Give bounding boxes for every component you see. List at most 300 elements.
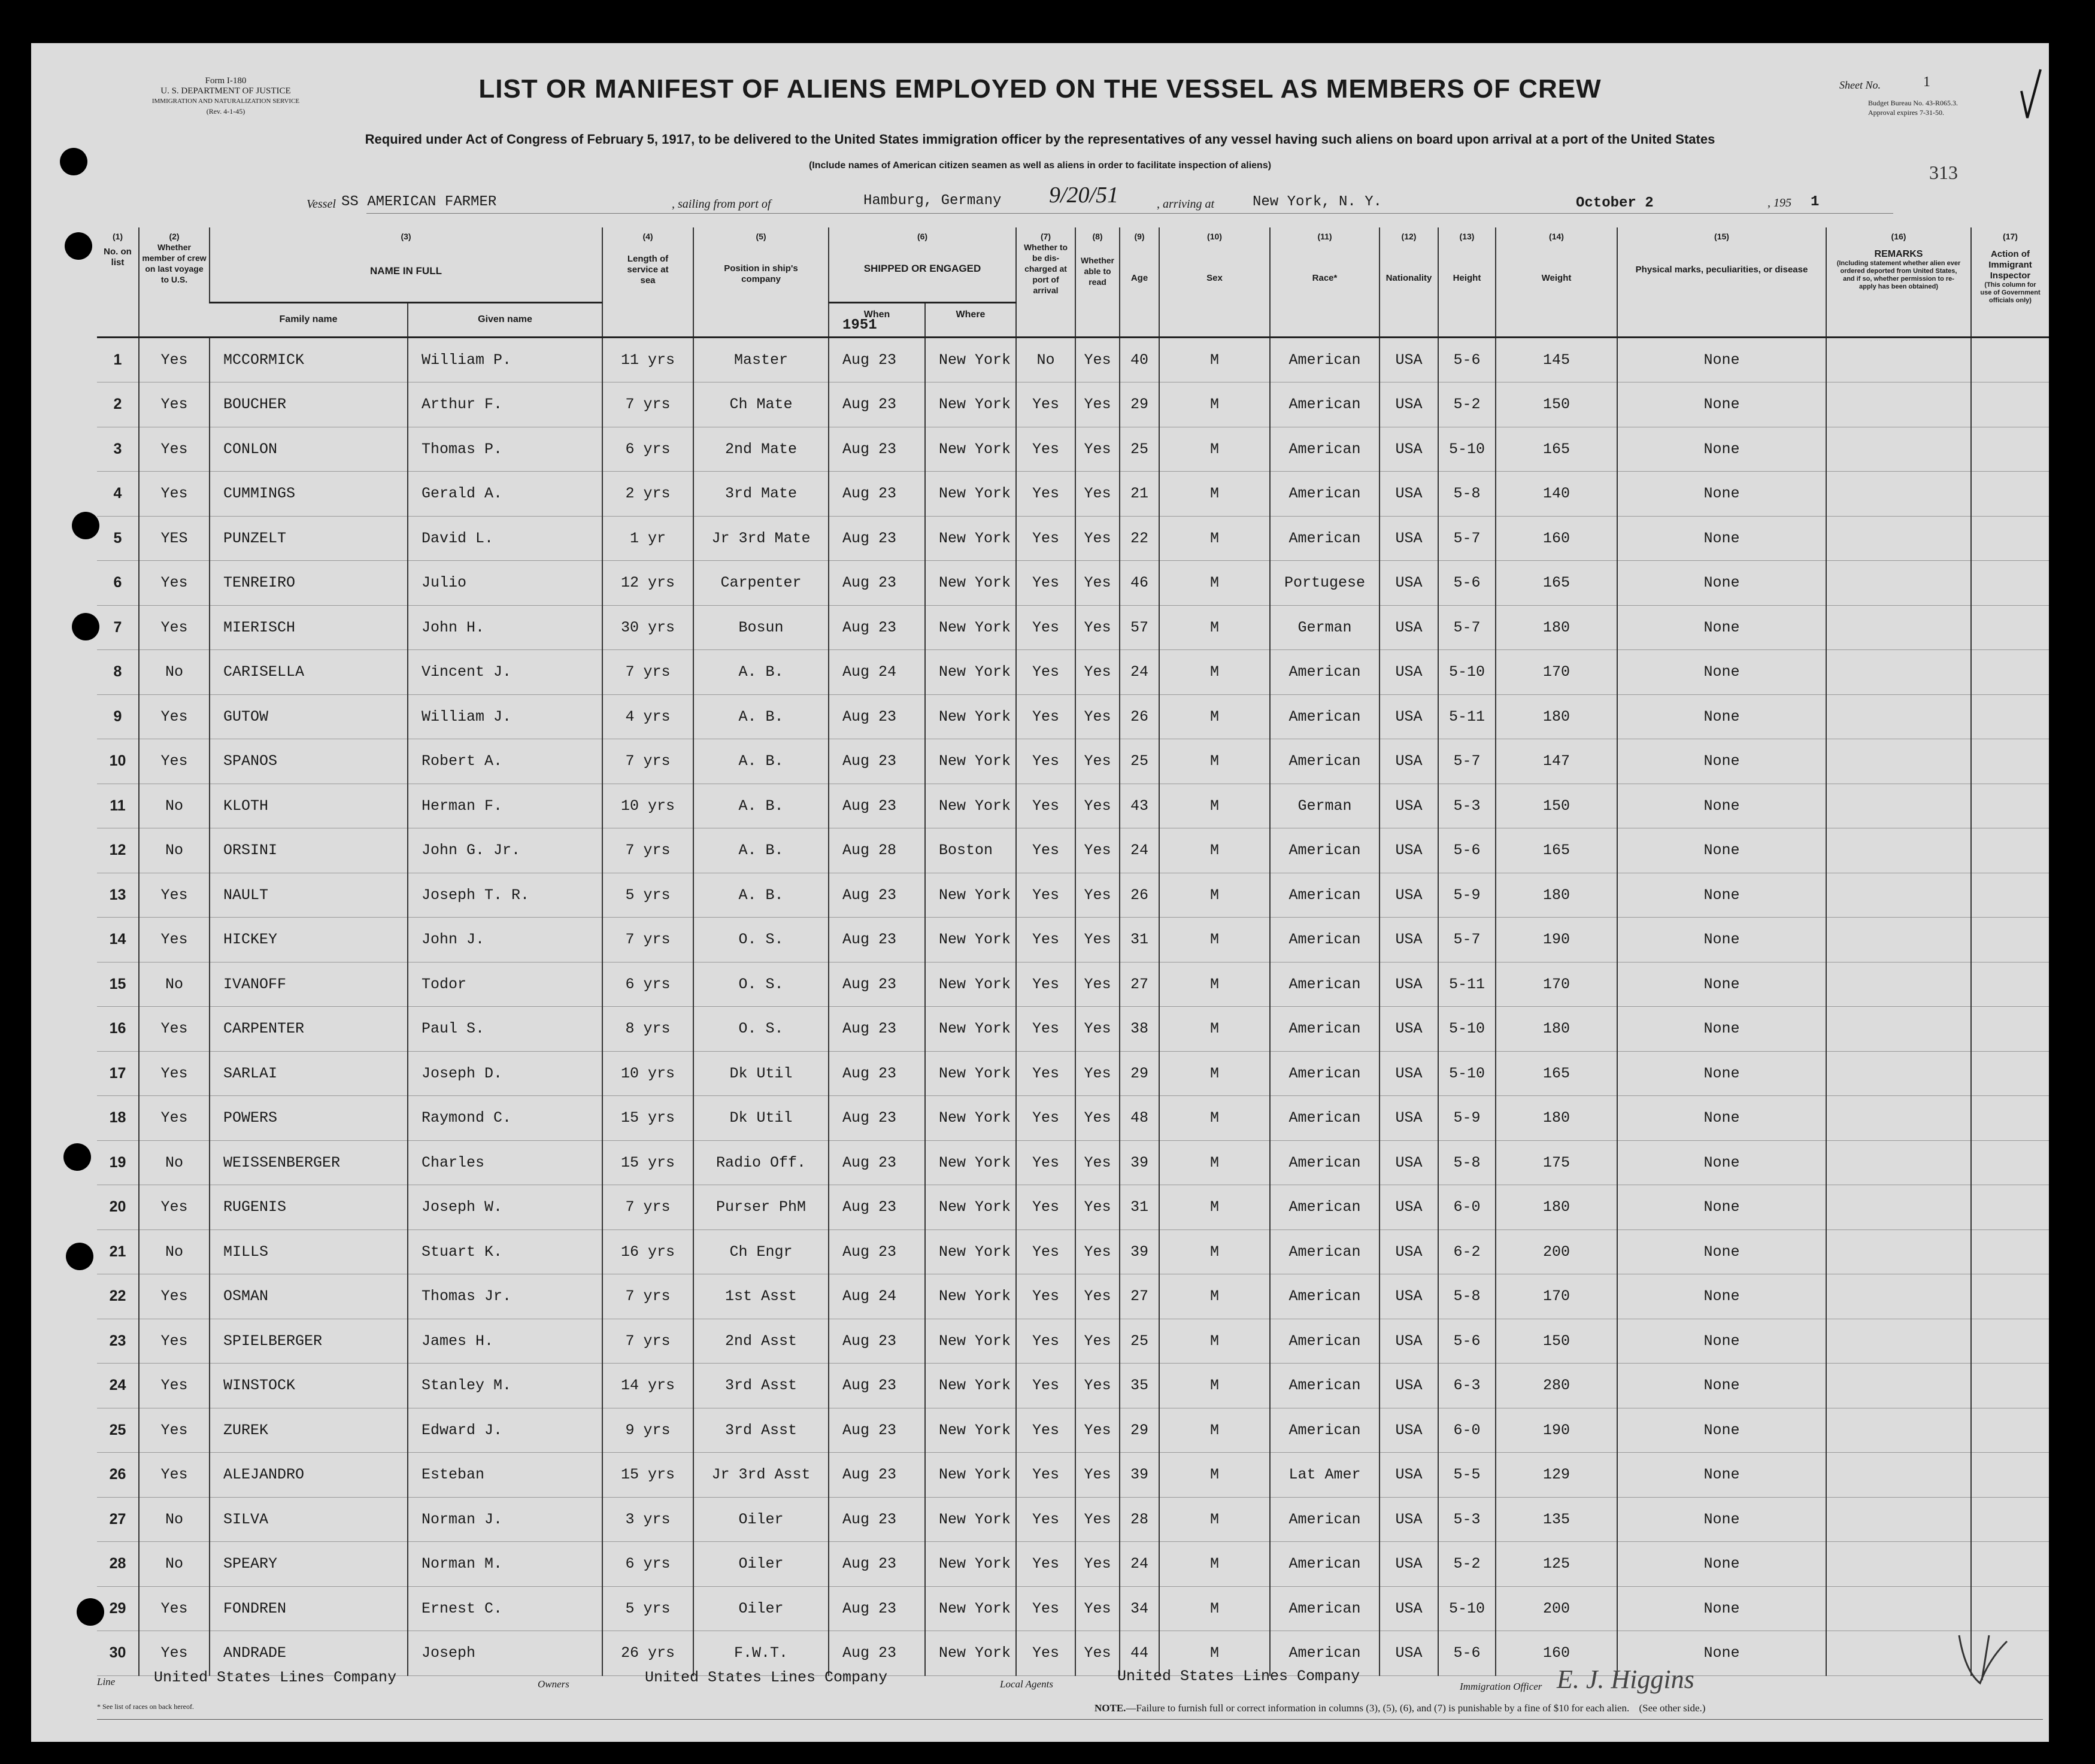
cell-sex: M: [1159, 962, 1270, 1007]
arrival-date: October 2: [1576, 195, 1654, 211]
line-value: United States Lines Company: [154, 1669, 397, 1686]
table-row: [97, 694, 2049, 739]
cell-nationality: USA: [1380, 1542, 1438, 1587]
cell-read: Yes: [1075, 1497, 1120, 1542]
cell-race: American: [1270, 1631, 1380, 1676]
punch-hole: [66, 1243, 93, 1270]
cell-remarks: [1826, 382, 1971, 427]
cell-marks: None: [1617, 650, 1826, 695]
cell-when: Aug 23: [829, 1229, 925, 1274]
cell-height: 5-6: [1438, 1631, 1496, 1676]
cell-discharged: Yes: [1016, 1631, 1075, 1676]
cell-weight: 147: [1496, 739, 1617, 784]
cell-marks: None: [1617, 1453, 1826, 1498]
cell-action: [1971, 1408, 2049, 1453]
cell-no: 2: [97, 382, 139, 427]
cell-nationality: USA: [1380, 337, 1438, 382]
cell-no: 18: [97, 1096, 139, 1141]
cell-race: American: [1270, 828, 1380, 873]
cell-sex: M: [1159, 918, 1270, 963]
cell-no: 10: [97, 739, 139, 784]
cell-remarks: [1826, 516, 1971, 561]
owners-label: Owners: [538, 1678, 569, 1690]
cell-position: Dk Util: [693, 1096, 829, 1141]
cell-discharged: Yes: [1016, 1140, 1075, 1185]
cell-sex: M: [1159, 561, 1270, 606]
cell-where: New York: [925, 650, 1016, 695]
cell-where: New York: [925, 1586, 1016, 1631]
cell-discharged: Yes: [1016, 1051, 1075, 1096]
cell-action: [1971, 828, 2049, 873]
cell-discharged: Yes: [1016, 1586, 1075, 1631]
cell-service: 3 yrs: [602, 1497, 693, 1542]
agents-label: Local Agents: [1000, 1678, 1053, 1690]
cell-last: Yes: [139, 1586, 210, 1631]
cell-nationality: USA: [1380, 828, 1438, 873]
cell-marks: None: [1617, 962, 1826, 1007]
cell-service: 7 yrs: [602, 382, 693, 427]
cell-race: American: [1270, 382, 1380, 427]
cell-race: American: [1270, 427, 1380, 472]
cell-no: 11: [97, 784, 139, 828]
officer-label: Immigration Officer: [1460, 1681, 1542, 1692]
cell-last: No: [139, 1542, 210, 1587]
cell-no: 28: [97, 1542, 139, 1587]
cell-race: American: [1270, 694, 1380, 739]
col-sex-header: (10) Sex: [1159, 227, 1270, 337]
cell-sex: M: [1159, 828, 1270, 873]
cell-service: 10 yrs: [602, 784, 693, 828]
cell-where: New York: [925, 1229, 1016, 1274]
cell-last: Yes: [139, 1274, 210, 1319]
cell-family: ORSINI: [210, 828, 408, 873]
col-height-header: (13) Height: [1438, 227, 1496, 337]
cell-remarks: [1826, 918, 1971, 963]
sailing-label: , sailing from port of: [672, 198, 771, 211]
cell-sex: M: [1159, 427, 1270, 472]
cell-sex: M: [1159, 1007, 1270, 1052]
col-last-voyage-header: (2) Whether member of crew on last voyage to U.S.: [139, 227, 210, 337]
cell-last: Yes: [139, 1364, 210, 1408]
cell-read: Yes: [1075, 1007, 1120, 1052]
cell-family: WINSTOCK: [210, 1364, 408, 1408]
cell-race: German: [1270, 605, 1380, 650]
cell-read: Yes: [1075, 337, 1120, 382]
cell-nationality: USA: [1380, 1408, 1438, 1453]
cell-when: Aug 23: [829, 427, 925, 472]
cell-marks: None: [1617, 1408, 1826, 1453]
cell-no: 25: [97, 1408, 139, 1453]
table-row: [97, 1408, 2049, 1453]
cell-sex: M: [1159, 1096, 1270, 1141]
cell-sex: M: [1159, 1453, 1270, 1498]
cell-given: Joseph T. R.: [408, 873, 602, 918]
cell-sex: M: [1159, 694, 1270, 739]
cell-race: American: [1270, 918, 1380, 963]
cell-weight: 150: [1496, 1319, 1617, 1364]
cell-weight: 190: [1496, 918, 1617, 963]
cell-age: 27: [1120, 962, 1159, 1007]
cell-when: Aug 23: [829, 516, 925, 561]
cell-marks: None: [1617, 739, 1826, 784]
cell-weight: 200: [1496, 1229, 1617, 1274]
cell-action: [1971, 873, 2049, 918]
cell-weight: 150: [1496, 382, 1617, 427]
cell-age: 34: [1120, 1586, 1159, 1631]
cell-race: American: [1270, 1586, 1380, 1631]
cell-family: GUTOW: [210, 694, 408, 739]
cell-marks: None: [1617, 561, 1826, 606]
cell-service: 5 yrs: [602, 1586, 693, 1631]
cell-remarks: [1826, 650, 1971, 695]
punch-hole: [77, 1598, 104, 1626]
cell-race: American: [1270, 1185, 1380, 1230]
cell-read: Yes: [1075, 1631, 1120, 1676]
table-row: [97, 561, 2049, 606]
cell-service: 14 yrs: [602, 1364, 693, 1408]
col-given-header: Given name: [408, 302, 602, 337]
cell-no: 19: [97, 1140, 139, 1185]
cell-height: 5-5: [1438, 1453, 1496, 1498]
cell-position: Master: [693, 337, 829, 382]
cell-family: CARISELLA: [210, 650, 408, 695]
subtitle: Required under Act of Congress of February 5, 1917, to be delivered to the United States immigration officer by the representatives of any vessel having such aliens on board upon arrival at a port of the United States: [365, 132, 1715, 147]
crew-manifest-table: [97, 227, 2049, 1676]
cell-last: Yes: [139, 605, 210, 650]
cell-weight: 170: [1496, 1274, 1617, 1319]
cell-remarks: [1826, 962, 1971, 1007]
cell-read: Yes: [1075, 605, 1120, 650]
cell-no: 9: [97, 694, 139, 739]
cell-given: John H.: [408, 605, 602, 650]
cell-remarks: [1826, 784, 1971, 828]
cell-given: David L.: [408, 516, 602, 561]
cell-action: [1971, 1051, 2049, 1096]
cell-age: 29: [1120, 382, 1159, 427]
table-row: [97, 784, 2049, 828]
cell-service: 11 yrs: [602, 337, 693, 382]
cell-position: A. B.: [693, 784, 829, 828]
table-row: [97, 1096, 2049, 1141]
cell-read: Yes: [1075, 918, 1120, 963]
cell-where: New York: [925, 1185, 1016, 1230]
cell-height: 6-3: [1438, 1364, 1496, 1408]
table-row: [97, 1007, 2049, 1052]
cell-sex: M: [1159, 873, 1270, 918]
cell-race: American: [1270, 337, 1380, 382]
cell-weight: 145: [1496, 337, 1617, 382]
cell-race: American: [1270, 1051, 1380, 1096]
cell-marks: None: [1617, 1185, 1826, 1230]
cell-position: O. S.: [693, 918, 829, 963]
cell-marks: None: [1617, 472, 1826, 517]
table-row: [97, 650, 2049, 695]
cell-action: [1971, 516, 2049, 561]
cell-weight: 165: [1496, 828, 1617, 873]
cell-read: Yes: [1075, 1364, 1120, 1408]
cell-where: New York: [925, 1542, 1016, 1587]
cell-race: Lat Amer: [1270, 1453, 1380, 1498]
cell-sex: M: [1159, 739, 1270, 784]
cell-no: 1: [97, 337, 139, 382]
vessel-name: SS AMERICAN FARMER: [341, 194, 497, 210]
sheet-label: Sheet No.: [1839, 79, 1881, 91]
cell-no: 13: [97, 873, 139, 918]
cell-discharged: Yes: [1016, 427, 1075, 472]
cell-nationality: USA: [1380, 1274, 1438, 1319]
cell-race: American: [1270, 739, 1380, 784]
cell-where: New York: [925, 1631, 1016, 1676]
cell-given: Joseph D.: [408, 1051, 602, 1096]
cell-family: MIERISCH: [210, 605, 408, 650]
col-nationality-header: (12) Nationality: [1380, 227, 1438, 337]
cell-discharged: Yes: [1016, 784, 1075, 828]
cell-discharged: Yes: [1016, 1096, 1075, 1141]
cell-when: Aug 23: [829, 1007, 925, 1052]
cell-remarks: [1826, 828, 1971, 873]
cell-height: 5-6: [1438, 337, 1496, 382]
cell-action: [1971, 561, 2049, 606]
port-from: Hamburg, Germany: [863, 193, 1002, 209]
cell-read: Yes: [1075, 1185, 1120, 1230]
cell-given: Todor: [408, 962, 602, 1007]
cell-marks: None: [1617, 918, 1826, 963]
cell-race: American: [1270, 1364, 1380, 1408]
form-dept: U. S. DEPARTMENT OF JUSTICE: [160, 86, 291, 96]
cell-family: TENREIRO: [210, 561, 408, 606]
cell-given: John G. Jr.: [408, 828, 602, 873]
cell-given: Vincent J.: [408, 650, 602, 695]
cell-read: Yes: [1075, 694, 1120, 739]
punch-hole: [72, 613, 99, 640]
cell-position: Jr 3rd Mate: [693, 516, 829, 561]
cell-service: 9 yrs: [602, 1408, 693, 1453]
cell-given: Thomas P.: [408, 427, 602, 472]
cell-read: Yes: [1075, 382, 1120, 427]
cell-action: [1971, 1453, 2049, 1498]
cell-service: 15 yrs: [602, 1453, 693, 1498]
cell-last: Yes: [139, 1185, 210, 1230]
cell-race: American: [1270, 1319, 1380, 1364]
cell-nationality: USA: [1380, 561, 1438, 606]
cell-action: [1971, 472, 2049, 517]
cell-where: New York: [925, 962, 1016, 1007]
cell-read: Yes: [1075, 516, 1120, 561]
cell-read: Yes: [1075, 962, 1120, 1007]
cell-no: 8: [97, 650, 139, 695]
cell-sex: M: [1159, 1229, 1270, 1274]
cell-position: Ch Mate: [693, 382, 829, 427]
cell-age: 35: [1120, 1364, 1159, 1408]
cell-when: Aug 23: [829, 1453, 925, 1498]
cell-last: Yes: [139, 1408, 210, 1453]
cell-nationality: USA: [1380, 694, 1438, 739]
cell-height: 5-9: [1438, 1096, 1496, 1141]
cell-discharged: Yes: [1016, 1007, 1075, 1052]
cell-last: Yes: [139, 1453, 210, 1498]
cell-height: 5-11: [1438, 694, 1496, 739]
cell-race: American: [1270, 1497, 1380, 1542]
cell-age: 40: [1120, 337, 1159, 382]
cell-age: 57: [1120, 605, 1159, 650]
cell-age: 43: [1120, 784, 1159, 828]
cell-discharged: Yes: [1016, 1229, 1075, 1274]
cell-family: PUNZELT: [210, 516, 408, 561]
col-weight-header: (14) Weight: [1496, 227, 1617, 337]
cell-position: Purser PhM: [693, 1185, 829, 1230]
cell-where: New York: [925, 873, 1016, 918]
table-row: [97, 1319, 2049, 1364]
note-side: (See other side.): [1639, 1702, 1706, 1714]
table-row: [97, 873, 2049, 918]
cell-given: Charles: [408, 1140, 602, 1185]
cell-position: A. B.: [693, 828, 829, 873]
cell-height: 6-2: [1438, 1229, 1496, 1274]
cell-where: New York: [925, 1408, 1016, 1453]
cell-last: No: [139, 784, 210, 828]
cell-when: Aug 23: [829, 739, 925, 784]
cell-when: Aug 23: [829, 1586, 925, 1631]
agents-value: United States Lines Company: [1117, 1668, 1360, 1685]
cell-service: 10 yrs: [602, 1051, 693, 1096]
cell-when: Aug 23: [829, 1140, 925, 1185]
cell-nationality: USA: [1380, 1007, 1438, 1052]
form-service: IMMIGRATION AND NATURALIZATION SERVICE: [151, 98, 300, 105]
table-row: [97, 1274, 2049, 1319]
cell-sex: M: [1159, 784, 1270, 828]
table-row: [97, 427, 2049, 472]
cell-where: New York: [925, 516, 1016, 561]
cell-service: 6 yrs: [602, 1542, 693, 1587]
cell-discharged: Yes: [1016, 962, 1075, 1007]
col-no-header: (1) No. on list: [97, 227, 139, 337]
cell-no: 26: [97, 1453, 139, 1498]
cell-weight: 165: [1496, 561, 1617, 606]
table-row: [97, 472, 2049, 517]
cell-action: [1971, 1185, 2049, 1230]
cell-nationality: USA: [1380, 1051, 1438, 1096]
cell-no: 30: [97, 1631, 139, 1676]
cell-nationality: USA: [1380, 784, 1438, 828]
cell-remarks: [1826, 1007, 1971, 1052]
cell-height: 5-7: [1438, 605, 1496, 650]
cell-position: Oiler: [693, 1542, 829, 1587]
cell-height: 5-7: [1438, 739, 1496, 784]
cell-where: New York: [925, 1140, 1016, 1185]
col-discharged-header: (7) Whether to be dis-charged at port of arrival: [1016, 227, 1075, 337]
cell-read: Yes: [1075, 784, 1120, 828]
cell-last: No: [139, 962, 210, 1007]
cell-given: Robert A.: [408, 739, 602, 784]
cell-action: [1971, 1229, 2049, 1274]
cell-read: Yes: [1075, 1453, 1120, 1498]
cell-family: SPEARY: [210, 1542, 408, 1587]
table-row: [97, 382, 2049, 427]
cell-given: Herman F.: [408, 784, 602, 828]
cell-last: No: [139, 1140, 210, 1185]
cell-nationality: USA: [1380, 472, 1438, 517]
cell-when: Aug 23: [829, 1319, 925, 1364]
cell-height: 5-6: [1438, 1319, 1496, 1364]
cell-age: 44: [1120, 1631, 1159, 1676]
cell-age: 29: [1120, 1051, 1159, 1096]
cell-height: 5-3: [1438, 1497, 1496, 1542]
form-number: Form I-180: [205, 76, 247, 86]
cell-family: CUMMINGS: [210, 472, 408, 517]
cell-sex: M: [1159, 1497, 1270, 1542]
cell-marks: None: [1617, 382, 1826, 427]
cell-action: [1971, 1319, 2049, 1364]
cell-race: American: [1270, 1408, 1380, 1453]
cell-no: 27: [97, 1497, 139, 1542]
table-row: [97, 605, 2049, 650]
cell-marks: None: [1617, 1096, 1826, 1141]
cell-service: 15 yrs: [602, 1096, 693, 1141]
cell-position: O. S.: [693, 962, 829, 1007]
cell-weight: 280: [1496, 1364, 1617, 1408]
cell-when: Aug 23: [829, 561, 925, 606]
cell-when: Aug 23: [829, 1631, 925, 1676]
cell-discharged: Yes: [1016, 1453, 1075, 1498]
cell-sex: M: [1159, 1140, 1270, 1185]
table-row: [97, 337, 2049, 382]
cell-sex: M: [1159, 605, 1270, 650]
cell-marks: None: [1617, 1319, 1826, 1364]
cell-when: Aug 23: [829, 337, 925, 382]
col-shipped-header: (6) SHIPPED OR ENGAGED: [829, 227, 1016, 302]
cell-action: [1971, 962, 2049, 1007]
cell-action: [1971, 650, 2049, 695]
cell-family: SPANOS: [210, 739, 408, 784]
cell-position: Bosun: [693, 605, 829, 650]
cell-height: 5-7: [1438, 918, 1496, 963]
table-row: [97, 1185, 2049, 1230]
cell-nationality: USA: [1380, 1140, 1438, 1185]
cell-position: 2nd Mate: [693, 427, 829, 472]
cell-marks: None: [1617, 784, 1826, 828]
cell-weight: 190: [1496, 1408, 1617, 1453]
cell-discharged: Yes: [1016, 1364, 1075, 1408]
cell-last: No: [139, 828, 210, 873]
cell-read: Yes: [1075, 561, 1120, 606]
cell-weight: 180: [1496, 1007, 1617, 1052]
cell-discharged: Yes: [1016, 1542, 1075, 1587]
cell-service: 6 yrs: [602, 427, 693, 472]
cell-no: 7: [97, 605, 139, 650]
cell-weight: 200: [1496, 1586, 1617, 1631]
sheet-number: 1: [1923, 74, 1930, 90]
cell-race: American: [1270, 1274, 1380, 1319]
cell-nationality: USA: [1380, 605, 1438, 650]
cell-where: New York: [925, 784, 1016, 828]
cell-service: 15 yrs: [602, 1140, 693, 1185]
cell-weight: 165: [1496, 427, 1617, 472]
table-row: [97, 962, 2049, 1007]
cell-discharged: Yes: [1016, 1185, 1075, 1230]
cell-remarks: [1826, 873, 1971, 918]
cell-sex: M: [1159, 1631, 1270, 1676]
cell-weight: 160: [1496, 1631, 1617, 1676]
cell-action: [1971, 1140, 2049, 1185]
year-digit: 1: [1811, 194, 1820, 210]
cell-read: Yes: [1075, 1229, 1120, 1274]
cell-sex: M: [1159, 1185, 1270, 1230]
cell-nationality: USA: [1380, 739, 1438, 784]
cell-action: [1971, 382, 2049, 427]
cell-read: Yes: [1075, 472, 1120, 517]
cell-height: 5-2: [1438, 382, 1496, 427]
cell-position: 1st Asst: [693, 1274, 829, 1319]
